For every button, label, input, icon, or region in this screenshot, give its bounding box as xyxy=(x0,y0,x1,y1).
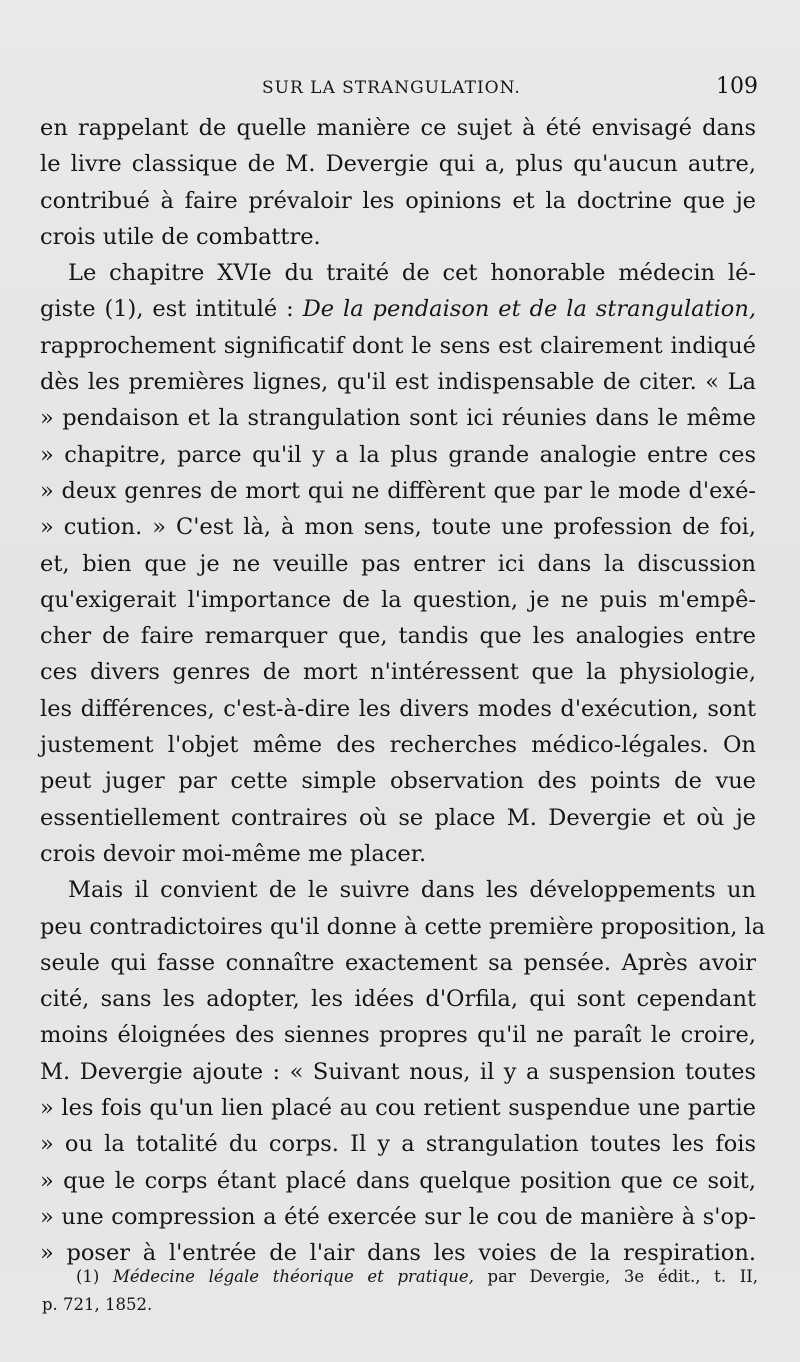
text-line: peut juger par cette simple observation des points de vue xyxy=(40,768,756,795)
text-line: » que le corps étant placé dans quelque position que ce soit, xyxy=(40,1167,756,1194)
text-line-with-italic xyxy=(40,291,756,327)
text-line: rapprochement significatif dont le sens est clairement indiqué xyxy=(40,332,756,359)
text-segment: giste (1), est intitulé : xyxy=(40,296,294,323)
text-line: ces divers genres de mort n'intéressent que la physiologie, xyxy=(40,659,756,686)
text-line: M. Devergie ajoute : « Suivant nous, il y a suspension toutes xyxy=(40,1058,756,1085)
text-line: » ou la totalité du corps. Il y a strangulation toutes les fois xyxy=(40,1131,756,1158)
text-line: » les fois qu'un lien placé au cou retient suspendue une partie xyxy=(40,1095,756,1122)
footnote xyxy=(42,1263,758,1319)
text-line: qu'exigerait l'importance de la question, je ne puis m'empê- xyxy=(40,586,756,613)
text-line: cité, sans les adopter, les idées d'Orfila, qui sont cependant xyxy=(40,986,756,1013)
text-line: » pendaison et la strangulation sont ici réunies dans le même xyxy=(40,405,756,432)
text-line: seule qui fasse connaître exactement sa pensée. Après avoir xyxy=(40,949,756,976)
page-header xyxy=(40,74,760,104)
text-line: Mais il convient de le suivre dans les développements un xyxy=(68,877,756,904)
page-number: 109 xyxy=(716,74,758,99)
text-line: » une compression a été exercée sur le cou de manière à s'op- xyxy=(40,1203,756,1230)
body-text xyxy=(40,110,766,1272)
text-line: » poser à l'entrée de l'air dans les voies de la respiration. xyxy=(40,1240,756,1267)
text-line: peu contradictoires qu'il donne à cette première proposition, la xyxy=(40,913,766,940)
italic-title: De la pendaison et de la strangulation, xyxy=(302,296,756,323)
text-line: cher de faire remarquer que, tandis que les analogies entre xyxy=(40,623,756,650)
text-line: crois utile de combattre. xyxy=(40,223,321,250)
text-line: contribué à faire prévaloir les opinions et la doctrine que je xyxy=(40,187,756,214)
running-head: SUR LA STRANGULATION. xyxy=(262,78,521,98)
text-line: justement l'objet même des recherches médico-légales. On xyxy=(40,732,756,759)
text-line: » chapitre, parce qu'il y a la plus grande analogie entre ces xyxy=(40,441,756,468)
text-line: » deux genres de mort qui ne diffèrent que par le mode d'exé- xyxy=(40,477,756,504)
text-line: dès les premières lignes, qu'il est indispensable de citer. « La xyxy=(40,369,756,396)
text-line: Le chapitre XVIe du traité de cet honorable médecin lé- xyxy=(68,260,756,287)
text-line: » cution. » C'est là, à mon sens, toute une profession de foi, xyxy=(40,514,756,541)
footnote-details: par Devergie, 3e édit., t. II, xyxy=(487,1267,758,1286)
text-line: en rappelant de quelle manière ce sujet à été envisagé dans xyxy=(40,115,756,141)
footnote-line xyxy=(42,1263,758,1291)
text-line: et, bien que je ne veuille pas entrer ici dans la discussion xyxy=(40,550,756,577)
footnote-marker: (1) xyxy=(76,1267,100,1286)
text-line: le livre classique de M. Devergie qui a, plus qu'aucun autre, xyxy=(40,151,756,178)
text-line: moins éloignées des siennes propres qu'il ne paraît le croire, xyxy=(40,1022,756,1049)
text-line: essentiellement contraires où se place M. Devergie et où je xyxy=(40,804,756,831)
footnote-line: p. 721, 1852. xyxy=(42,1295,153,1314)
text-line: crois devoir moi-même me placer. xyxy=(40,840,427,867)
text-line: les différences, c'est-à-dire les divers modes d'exécution, sont xyxy=(40,695,756,722)
footnote-title: Médecine légale théorique et pratique, xyxy=(113,1267,474,1286)
